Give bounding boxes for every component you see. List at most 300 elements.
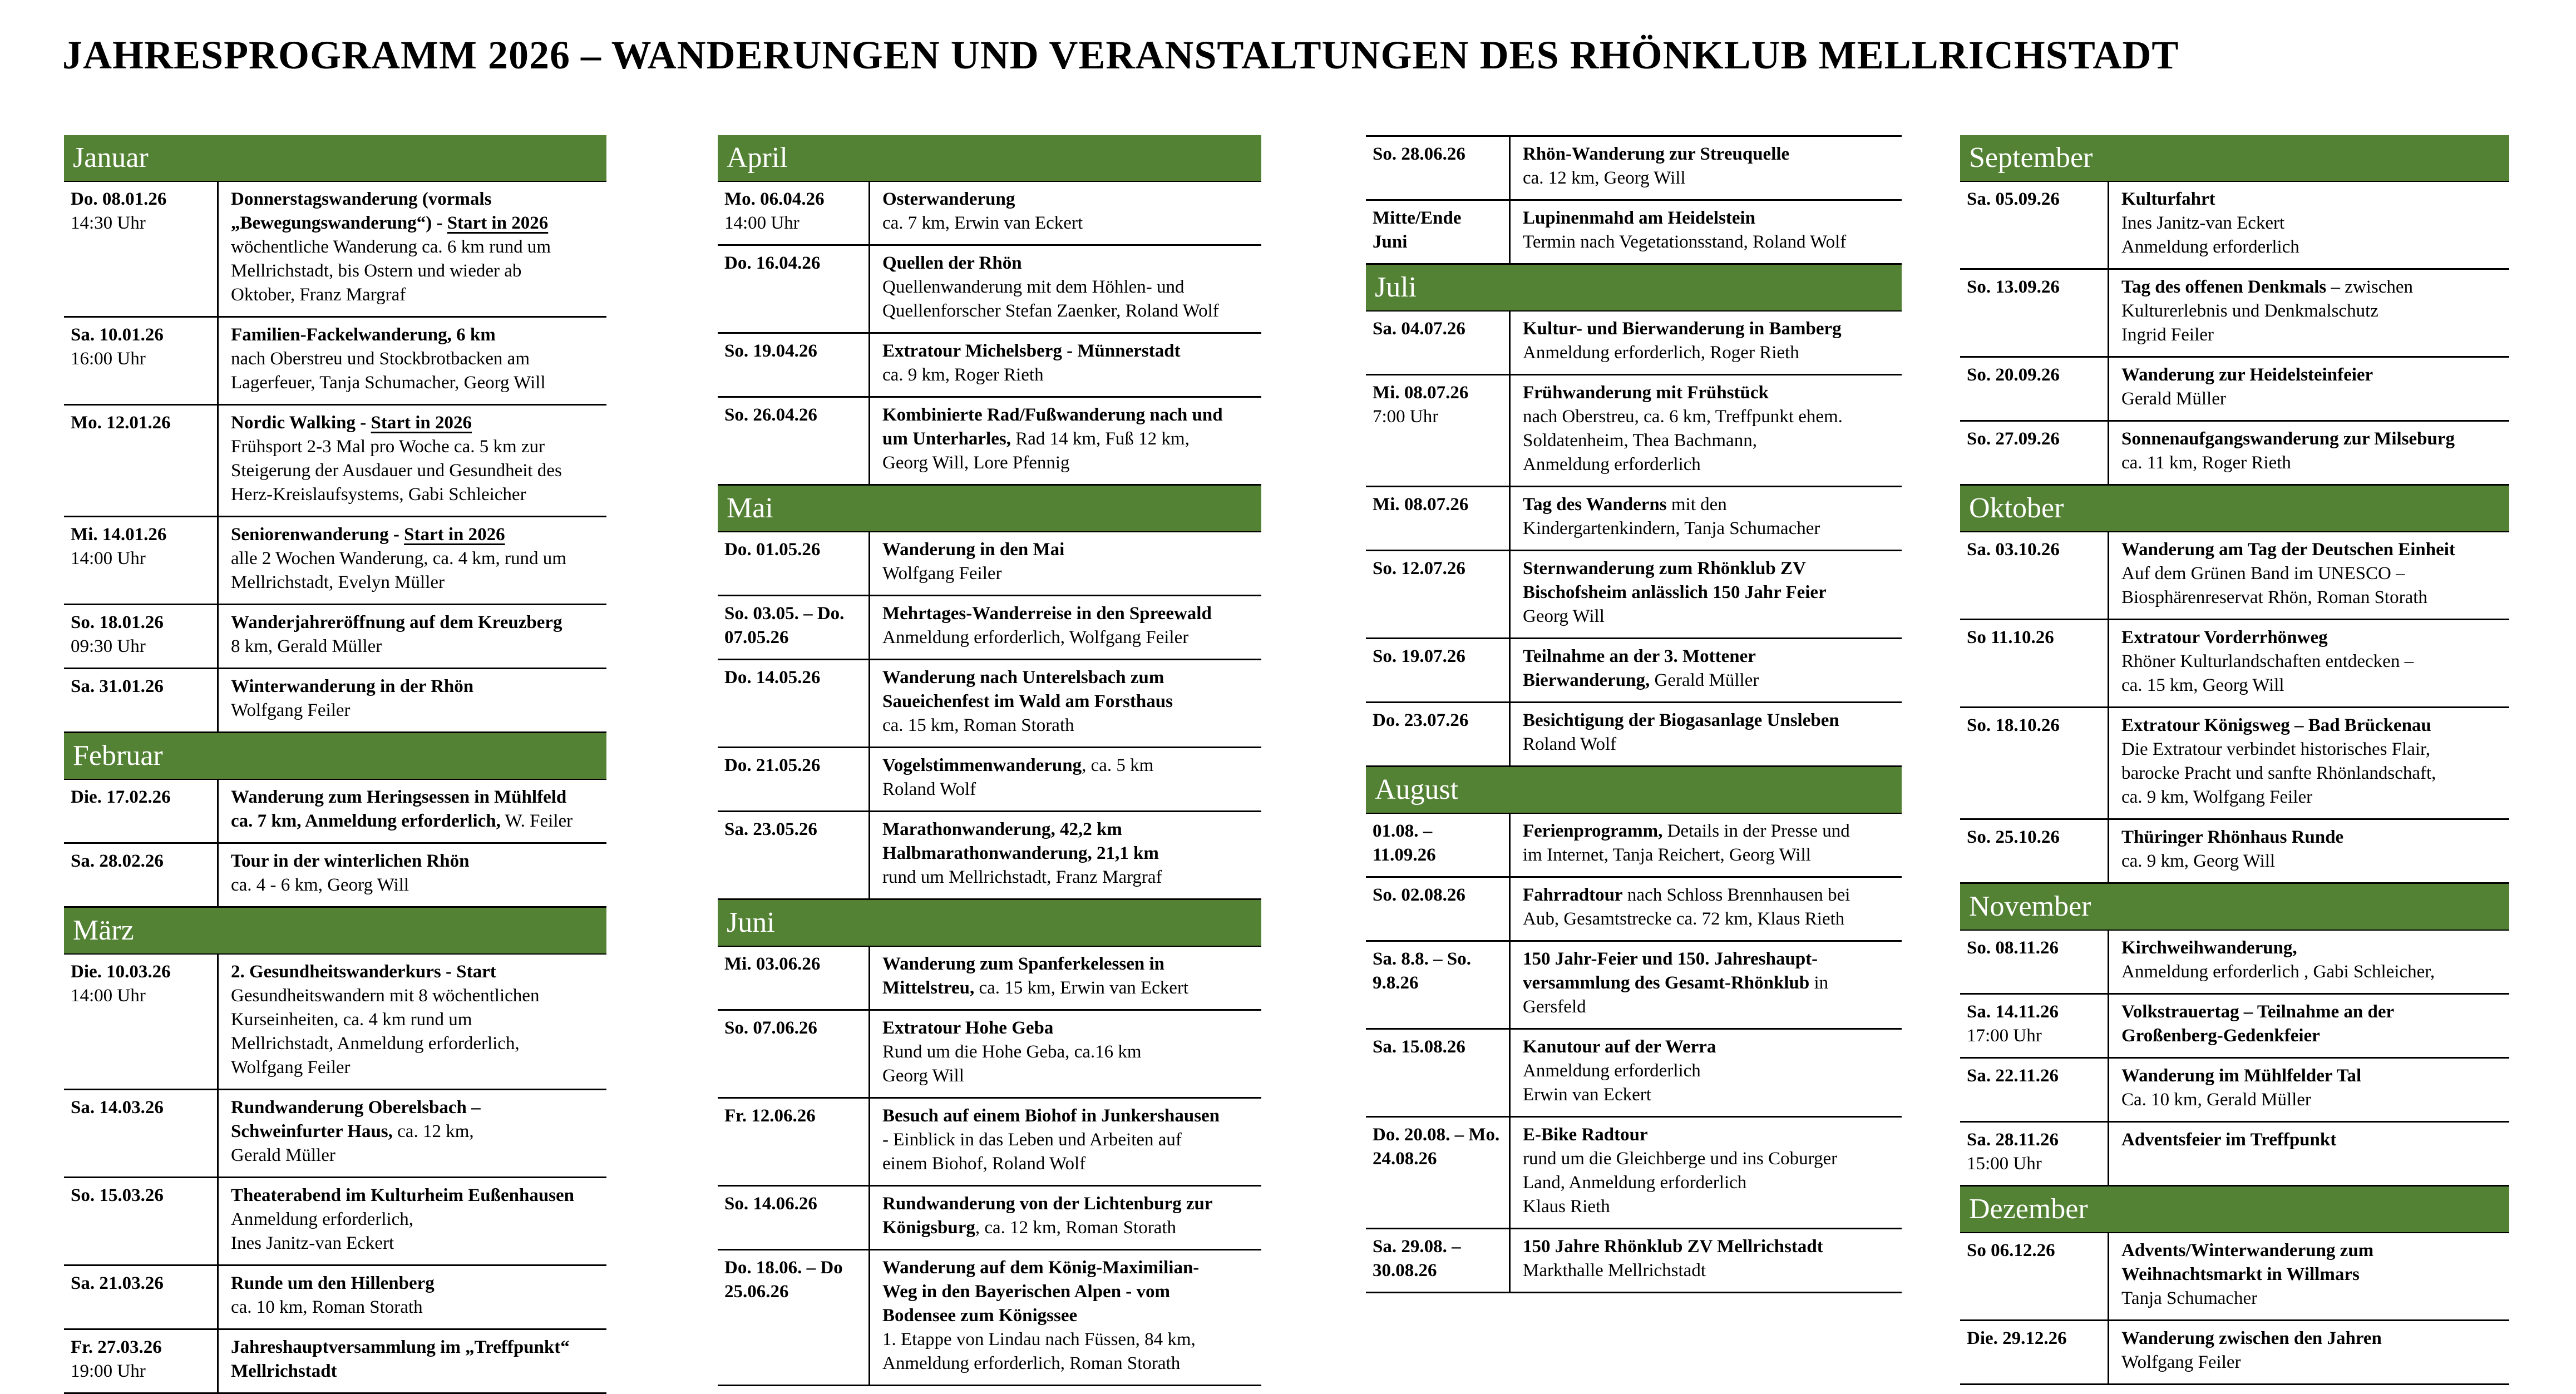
event-row bbox=[64, 1090, 606, 1178]
event-description bbox=[868, 812, 1261, 898]
event-row bbox=[718, 182, 1261, 246]
event-date-line: Do. 21.05.26 bbox=[724, 755, 821, 775]
text-segment: ca. 12 km, bbox=[392, 1121, 474, 1141]
event-date-line: 25.06.26 bbox=[724, 1282, 789, 1302]
description-line bbox=[231, 411, 601, 435]
text-segment: Georg Will bbox=[1523, 606, 1605, 626]
description-line bbox=[2121, 1128, 2504, 1152]
text-segment: Weg in den Bayerischen Alpen - vom bbox=[882, 1282, 1171, 1302]
text-segment: Quellenforscher Stefan Zaenker, Roland Wolf bbox=[882, 301, 1219, 321]
description-line bbox=[2121, 211, 2504, 235]
event-row bbox=[1366, 551, 1902, 639]
event-date-line: Die. 10.03.26 bbox=[71, 962, 171, 982]
event-row bbox=[1366, 1118, 1902, 1229]
event-time: 16:00 Uhr bbox=[71, 349, 146, 369]
description-line bbox=[231, 1232, 601, 1255]
text-segment: Start in 2026 bbox=[371, 413, 472, 433]
event-description bbox=[217, 517, 606, 604]
month-header: November bbox=[1960, 884, 2509, 931]
text-segment: Georg Will, Lore Pfennig bbox=[882, 453, 1070, 473]
event-date bbox=[1960, 1321, 2108, 1383]
event-row bbox=[1366, 703, 1902, 767]
event-row bbox=[64, 669, 606, 733]
text-segment: Wanderung zwischen den Jahren bbox=[2121, 1328, 2382, 1348]
event-date-line: Sa. 28.11.26 bbox=[1967, 1130, 2059, 1150]
event-row bbox=[718, 748, 1261, 812]
description-line bbox=[231, 347, 601, 371]
event-row bbox=[1960, 182, 2509, 270]
text-segment: Nordic Walking - bbox=[231, 413, 371, 433]
description-line bbox=[882, 1256, 1256, 1280]
event-date-line: Sa. 14.03.26 bbox=[71, 1098, 164, 1118]
text-segment: Vogelstimmenwanderung bbox=[882, 755, 1082, 775]
event-description bbox=[217, 844, 606, 906]
description-line bbox=[882, 363, 1256, 387]
text-segment: Ingrid Feiler bbox=[2121, 325, 2214, 345]
text-segment: Volkstrauertag – Teilnahme an der bbox=[2121, 1002, 2395, 1022]
text-segment: Anmeldung erforderlich, bbox=[231, 1209, 414, 1229]
text-segment: Wolfgang Feiler bbox=[2121, 1352, 2241, 1372]
month-header: Oktober bbox=[1960, 486, 2509, 532]
event-date bbox=[718, 660, 868, 747]
event-date bbox=[1366, 375, 1509, 486]
text-segment: Rundwanderung Oberelsbach – bbox=[231, 1098, 481, 1118]
event-row bbox=[1960, 270, 2509, 358]
event-date-line: So 06.12.26 bbox=[1967, 1240, 2055, 1260]
event-date-line: Sa. 31.01.26 bbox=[71, 676, 164, 696]
description-line bbox=[1523, 733, 1896, 757]
description-line bbox=[231, 675, 601, 699]
description-line bbox=[1523, 166, 1896, 190]
program-column-3 bbox=[1366, 135, 1902, 1293]
description-line bbox=[1523, 405, 1896, 429]
text-segment: Wanderung zur Heidelsteinfeier bbox=[2121, 365, 2373, 385]
event-description bbox=[868, 334, 1261, 396]
description-line bbox=[2121, 1000, 2504, 1024]
event-date bbox=[1960, 995, 2108, 1057]
event-row bbox=[1960, 532, 2509, 620]
description-line bbox=[231, 984, 601, 1008]
text-segment: alle 2 Wochen Wanderung, ca. 4 km, rund um bbox=[231, 548, 566, 569]
text-segment: ca. 15 km, Erwin van Eckert bbox=[974, 978, 1189, 998]
description-line bbox=[1523, 1195, 1896, 1219]
text-segment: ca. 4 - 6 km, Georg Will bbox=[231, 875, 409, 895]
text-segment: Roland Wolf bbox=[1523, 734, 1617, 754]
month-section-dezember bbox=[1960, 1187, 2509, 1385]
event-date-line: So. 25.10.26 bbox=[1967, 827, 2060, 847]
event-description bbox=[2108, 820, 2509, 882]
text-segment: nach Schloss Brennhausen bei bbox=[1622, 885, 1850, 905]
description-line bbox=[2121, 936, 2504, 960]
event-date-line: Sa. 03.10.26 bbox=[1967, 540, 2060, 560]
event-date-line: Do. 01.05.26 bbox=[724, 540, 821, 560]
event-date-line: Sa. 21.03.26 bbox=[71, 1273, 164, 1293]
description-line bbox=[231, 809, 601, 833]
event-date bbox=[64, 955, 217, 1089]
event-date bbox=[1366, 814, 1509, 876]
text-segment: Jahreshauptversammlung im „Treffpunkt“ bbox=[231, 1337, 570, 1357]
event-date bbox=[718, 947, 868, 1009]
text-segment: Lupinenmahd am Heidelstein bbox=[1523, 208, 1756, 228]
description-line bbox=[882, 666, 1256, 690]
event-row bbox=[64, 318, 606, 406]
text-segment: Kanutour auf der Werra bbox=[1523, 1037, 1716, 1057]
event-date bbox=[718, 1250, 868, 1385]
event-date-line: Sa. 28.02.26 bbox=[71, 851, 164, 871]
text-segment: Anmeldung erforderlich , Gabi Schleicher, bbox=[2121, 962, 2435, 982]
description-line bbox=[231, 785, 601, 809]
text-segment: Mellrichstadt, bis Ostern und wieder ab bbox=[231, 261, 522, 281]
event-date-line: Mitte/Ende bbox=[1373, 208, 1462, 228]
event-date bbox=[1960, 620, 2108, 706]
description-line bbox=[1523, 493, 1896, 517]
event-row bbox=[1366, 312, 1902, 375]
text-segment: Anmeldung erforderlich bbox=[2121, 237, 2299, 257]
event-date bbox=[1366, 487, 1509, 550]
month-header: Juni bbox=[718, 900, 1261, 947]
description-line bbox=[1523, 883, 1896, 907]
text-segment: Donnerstagswanderung (vormals bbox=[231, 189, 492, 209]
event-description bbox=[2108, 1123, 2509, 1185]
event-description bbox=[2108, 995, 2509, 1057]
event-date bbox=[64, 1266, 217, 1328]
text-segment: Wanderung nach Unterelsbach zum bbox=[882, 668, 1164, 688]
event-time: 7:00 Uhr bbox=[1373, 407, 1439, 427]
text-segment: Erwin van Eckert bbox=[1523, 1085, 1651, 1105]
event-row bbox=[1960, 820, 2509, 884]
text-segment: Weihnachtsmarkt in Willmars bbox=[2121, 1264, 2360, 1284]
text-segment: Königsburg bbox=[882, 1218, 975, 1238]
text-segment: Rhöner Kulturlandschaften entdecken – bbox=[2121, 651, 2414, 671]
event-date bbox=[1960, 931, 2108, 993]
event-date-line: So. 18.01.26 bbox=[71, 612, 164, 632]
event-description bbox=[2108, 422, 2509, 484]
event-date-line: Sa. 04.07.26 bbox=[1373, 319, 1465, 339]
event-row bbox=[1960, 1123, 2509, 1187]
event-date-line: Mi. 03.06.26 bbox=[724, 954, 821, 974]
text-segment: Wanderjahreröffnung auf dem Kreuzberg bbox=[231, 612, 562, 632]
description-line bbox=[2121, 235, 2504, 259]
event-description bbox=[1509, 703, 1902, 765]
description-line bbox=[231, 571, 601, 595]
event-date-line: So. 26.04.26 bbox=[724, 405, 817, 425]
description-line bbox=[1523, 317, 1896, 341]
event-date bbox=[718, 1099, 868, 1185]
text-segment: - Einblick in das Leben und Arbeiten auf bbox=[882, 1130, 1182, 1150]
description-line bbox=[882, 1064, 1256, 1088]
text-segment: Ca. 10 km, Gerald Müller bbox=[2121, 1090, 2311, 1110]
event-time: 17:00 Uhr bbox=[1967, 1026, 2042, 1046]
description-line bbox=[231, 1336, 601, 1360]
event-description bbox=[2108, 270, 2509, 356]
event-row bbox=[1366, 639, 1902, 703]
event-date bbox=[718, 748, 868, 810]
event-date-line: Sa. 10.01.26 bbox=[71, 325, 164, 345]
event-row bbox=[64, 406, 606, 517]
description-line bbox=[231, 1208, 601, 1232]
description-line bbox=[2121, 960, 2504, 984]
text-segment: ca. 15 km, Georg Will bbox=[2121, 675, 2284, 695]
text-segment: Adventsfeier im Treffpunkt bbox=[2121, 1130, 2337, 1150]
event-date-line: Sa. 15.08.26 bbox=[1373, 1037, 1465, 1057]
event-description bbox=[217, 1090, 606, 1177]
text-segment: Georg Will bbox=[882, 1066, 964, 1086]
event-date bbox=[1366, 137, 1509, 199]
description-line bbox=[231, 459, 601, 483]
description-line bbox=[1523, 1059, 1896, 1083]
month-section-juli bbox=[1366, 265, 1902, 767]
event-date bbox=[64, 844, 217, 906]
event-date-line: Mo. 06.04.26 bbox=[724, 189, 825, 209]
event-row bbox=[718, 1011, 1261, 1099]
event-row bbox=[718, 246, 1261, 334]
description-line bbox=[231, 187, 601, 211]
event-date-line: So. 14.06.26 bbox=[724, 1194, 817, 1214]
month-header: Juli bbox=[1366, 265, 1902, 312]
event-date-line: Sa. 22.11.26 bbox=[1967, 1066, 2059, 1086]
event-description bbox=[1509, 375, 1902, 486]
description-line bbox=[882, 211, 1256, 235]
text-segment: Rad 14 km, Fuß 12 km, bbox=[1010, 429, 1190, 449]
event-description bbox=[1509, 1118, 1902, 1228]
event-row bbox=[1960, 1321, 2509, 1385]
text-segment: Tanja Schumacher bbox=[2121, 1288, 2258, 1308]
event-time: 19:00 Uhr bbox=[71, 1361, 146, 1381]
description-line bbox=[882, 1304, 1256, 1328]
text-segment: Markthalle Mellrichstadt bbox=[1523, 1260, 1706, 1281]
description-line bbox=[2121, 1351, 2504, 1375]
text-segment: Rundwanderung von der Lichtenburg zur bbox=[882, 1194, 1213, 1214]
text-segment: Teilnahme an der 3. Mottener bbox=[1523, 646, 1756, 666]
text-segment: Ferienprogramm, bbox=[1523, 821, 1663, 841]
event-row bbox=[1960, 708, 2509, 820]
event-date bbox=[1960, 1123, 2108, 1185]
event-row bbox=[718, 596, 1261, 660]
description-line bbox=[2121, 1088, 2504, 1112]
month-header: Januar bbox=[64, 135, 606, 182]
text-segment: Gerald Müller bbox=[1650, 670, 1759, 690]
text-segment: Kindergartenkindern, Tanja Schumacher bbox=[1523, 518, 1820, 538]
description-line bbox=[2121, 738, 2504, 762]
event-description bbox=[868, 947, 1261, 1009]
text-segment: Auf dem Grünen Band im UNESCO – bbox=[2121, 563, 2405, 584]
description-line bbox=[1523, 142, 1896, 166]
text-segment: Mehrtages-Wanderreise in den Spreewald bbox=[882, 604, 1212, 624]
text-segment: 8 km, Gerald Müller bbox=[231, 636, 382, 656]
description-line bbox=[1523, 971, 1896, 995]
event-time: 09:30 Uhr bbox=[71, 636, 146, 656]
event-date bbox=[1960, 820, 2108, 882]
event-row bbox=[1366, 1229, 1902, 1293]
program-column-4 bbox=[1960, 135, 2509, 1385]
text-segment: Start in 2026 bbox=[404, 525, 505, 545]
month-section-januar bbox=[64, 135, 606, 733]
event-row bbox=[718, 398, 1261, 486]
event-description bbox=[217, 1178, 606, 1264]
event-description bbox=[868, 182, 1261, 244]
description-line bbox=[882, 403, 1256, 427]
description-line bbox=[1523, 557, 1896, 581]
event-row bbox=[64, 517, 606, 605]
month-header: Mai bbox=[718, 486, 1261, 532]
text-segment: Quellen der Rhön bbox=[882, 253, 1022, 273]
text-segment: mit den bbox=[1666, 495, 1727, 515]
description-line bbox=[231, 1296, 601, 1319]
text-segment: W. Feiler bbox=[500, 811, 573, 831]
text-segment: Frühwanderung mit Frühstück bbox=[1523, 383, 1769, 403]
event-date-line: Sa. 14.11.26 bbox=[1967, 1002, 2059, 1022]
description-line bbox=[1523, 341, 1896, 365]
description-line bbox=[1523, 843, 1896, 867]
description-line bbox=[882, 952, 1256, 976]
description-line bbox=[2121, 1064, 2504, 1088]
text-segment: ca. 11 km, Roger Rieth bbox=[2121, 453, 2291, 473]
text-segment: barocke Pracht und sanfte Rhönlandschaft, bbox=[2121, 763, 2436, 783]
description-line bbox=[2121, 187, 2504, 211]
text-segment: Tour in der winterlichen Rhön bbox=[231, 851, 470, 871]
text-segment: ca. 12 km, Georg Will bbox=[1523, 168, 1686, 188]
text-segment: Winterwanderung in der Rhön bbox=[231, 676, 474, 696]
text-segment: Fahrradtour bbox=[1523, 885, 1623, 905]
description-line bbox=[231, 1056, 601, 1080]
description-line bbox=[231, 1096, 601, 1120]
description-line bbox=[882, 842, 1256, 866]
event-date-line: So. 08.11.26 bbox=[1967, 938, 2059, 958]
event-description bbox=[2108, 532, 2509, 619]
text-segment: Termin nach Vegetationsstand, Roland Wolf bbox=[1523, 232, 1847, 252]
event-date-line: So. 28.06.26 bbox=[1373, 144, 1465, 164]
text-segment: versammlung des Gesamt-Rhönklub bbox=[1523, 973, 1810, 993]
text-segment: ca. 15 km, Roman Storath bbox=[882, 715, 1074, 735]
event-row bbox=[1366, 201, 1902, 265]
event-row bbox=[1960, 422, 2509, 486]
event-description bbox=[1509, 639, 1902, 701]
description-line bbox=[1523, 429, 1896, 453]
event-date bbox=[1366, 1229, 1509, 1292]
event-date-line: 01.08. – bbox=[1373, 821, 1433, 841]
text-segment: Seniorenwanderung - bbox=[231, 525, 404, 545]
event-row bbox=[1366, 1030, 1902, 1118]
event-date bbox=[718, 1011, 868, 1097]
text-segment: Anmeldung erforderlich, Wolfgang Feiler bbox=[882, 627, 1189, 647]
event-date-line: Do. 23.07.26 bbox=[1373, 710, 1469, 730]
description-line bbox=[2121, 427, 2504, 451]
event-row bbox=[718, 334, 1261, 398]
description-line bbox=[231, 435, 601, 459]
event-date-line: So. 18.10.26 bbox=[1967, 715, 2060, 735]
text-segment: Aub, Gesamtstrecke ca. 72 km, Klaus Rieth bbox=[1523, 909, 1845, 929]
description-line bbox=[882, 538, 1256, 562]
description-line bbox=[2121, 714, 2504, 738]
text-segment: Quellenwanderung mit dem Höhlen- und bbox=[882, 277, 1185, 297]
text-segment: Mellrichstadt, Evelyn Müller bbox=[231, 572, 445, 592]
text-segment: im Internet, Tanja Reichert, Georg Will bbox=[1523, 845, 1811, 865]
event-date-line: Do. 16.04.26 bbox=[724, 253, 821, 273]
event-description bbox=[217, 669, 606, 731]
description-line bbox=[1523, 230, 1896, 254]
description-line bbox=[2121, 785, 2504, 809]
description-line bbox=[231, 259, 601, 283]
event-date-line: Fr. 12.06.26 bbox=[724, 1106, 816, 1126]
event-date-line: So 11.10.26 bbox=[1967, 627, 2054, 647]
text-segment: ca. 9 km, Wolfgang Feiler bbox=[2121, 787, 2313, 807]
description-line bbox=[231, 483, 601, 507]
event-description bbox=[1509, 942, 1902, 1028]
event-date bbox=[1960, 708, 2108, 818]
text-segment: Wanderung am Tag der Deutschen Einheit bbox=[2121, 540, 2455, 560]
text-segment: Mellrichstadt bbox=[231, 1361, 337, 1381]
event-date-line: Do. 08.01.26 bbox=[71, 189, 167, 209]
text-segment: Wanderung im Mühlfelder Tal bbox=[2121, 1066, 2362, 1086]
event-date bbox=[718, 1187, 868, 1249]
event-row bbox=[1960, 931, 2509, 995]
description-line bbox=[882, 339, 1256, 363]
description-line bbox=[2121, 1263, 2504, 1287]
event-date-line: Do. 14.05.26 bbox=[724, 668, 821, 688]
month-section-mai bbox=[718, 486, 1261, 900]
text-segment: Gerald Müller bbox=[231, 1145, 335, 1165]
description-line bbox=[882, 275, 1256, 299]
text-segment: Klaus Rieth bbox=[1523, 1197, 1610, 1217]
event-date bbox=[1960, 422, 2108, 484]
description-line bbox=[231, 849, 601, 873]
description-line bbox=[882, 562, 1256, 586]
event-description bbox=[2108, 931, 2509, 993]
event-date-line: Sa. 29.08. – bbox=[1373, 1237, 1461, 1257]
text-segment: Theaterabend im Kulturheim Eußenhausen bbox=[231, 1185, 575, 1205]
text-segment: Wolfgang Feiler bbox=[231, 1057, 351, 1077]
text-segment: Mittelstreu, bbox=[882, 978, 975, 998]
description-line bbox=[2121, 626, 2504, 650]
event-row bbox=[64, 605, 606, 669]
month-section-continued bbox=[1366, 135, 1902, 265]
event-time: 15:00 Uhr bbox=[1967, 1154, 2042, 1174]
description-line bbox=[231, 283, 601, 307]
description-line bbox=[2121, 1287, 2504, 1311]
event-row bbox=[1366, 487, 1902, 551]
description-line bbox=[882, 299, 1256, 323]
event-date-line: Sa. 05.09.26 bbox=[1967, 189, 2060, 209]
event-date bbox=[1960, 358, 2108, 420]
event-date bbox=[1366, 1030, 1509, 1116]
event-description bbox=[2108, 708, 2509, 818]
month-section-september bbox=[1960, 135, 2509, 486]
description-line bbox=[2121, 1327, 2504, 1351]
month-section-august bbox=[1366, 767, 1902, 1293]
month-header: Februar bbox=[64, 733, 606, 780]
event-description bbox=[217, 780, 606, 842]
event-date bbox=[64, 1178, 217, 1264]
event-row bbox=[718, 1099, 1261, 1187]
text-segment: um Unterharles, bbox=[882, 429, 1011, 449]
description-line bbox=[231, 1272, 601, 1296]
event-row bbox=[1366, 375, 1902, 487]
event-description bbox=[217, 318, 606, 404]
text-segment: Gerald Müller bbox=[2121, 389, 2226, 409]
description-line bbox=[2121, 387, 2504, 411]
text-segment: Herz-Kreislaufsystems, Gabi Schleicher bbox=[231, 485, 526, 505]
text-segment: Anmeldung erforderlich, Roger Rieth bbox=[1523, 343, 1799, 363]
event-row bbox=[1366, 135, 1902, 201]
event-date-line: So. 07.06.26 bbox=[724, 1018, 817, 1038]
event-description bbox=[1509, 1030, 1902, 1116]
event-row bbox=[718, 947, 1261, 1011]
event-time: 14:30 Uhr bbox=[71, 213, 146, 233]
text-segment: Advents/Winterwanderung zum bbox=[2121, 1240, 2374, 1260]
event-row bbox=[64, 1266, 606, 1330]
text-segment: E-Bike Radtour bbox=[1523, 1125, 1648, 1145]
event-date bbox=[1366, 639, 1509, 701]
